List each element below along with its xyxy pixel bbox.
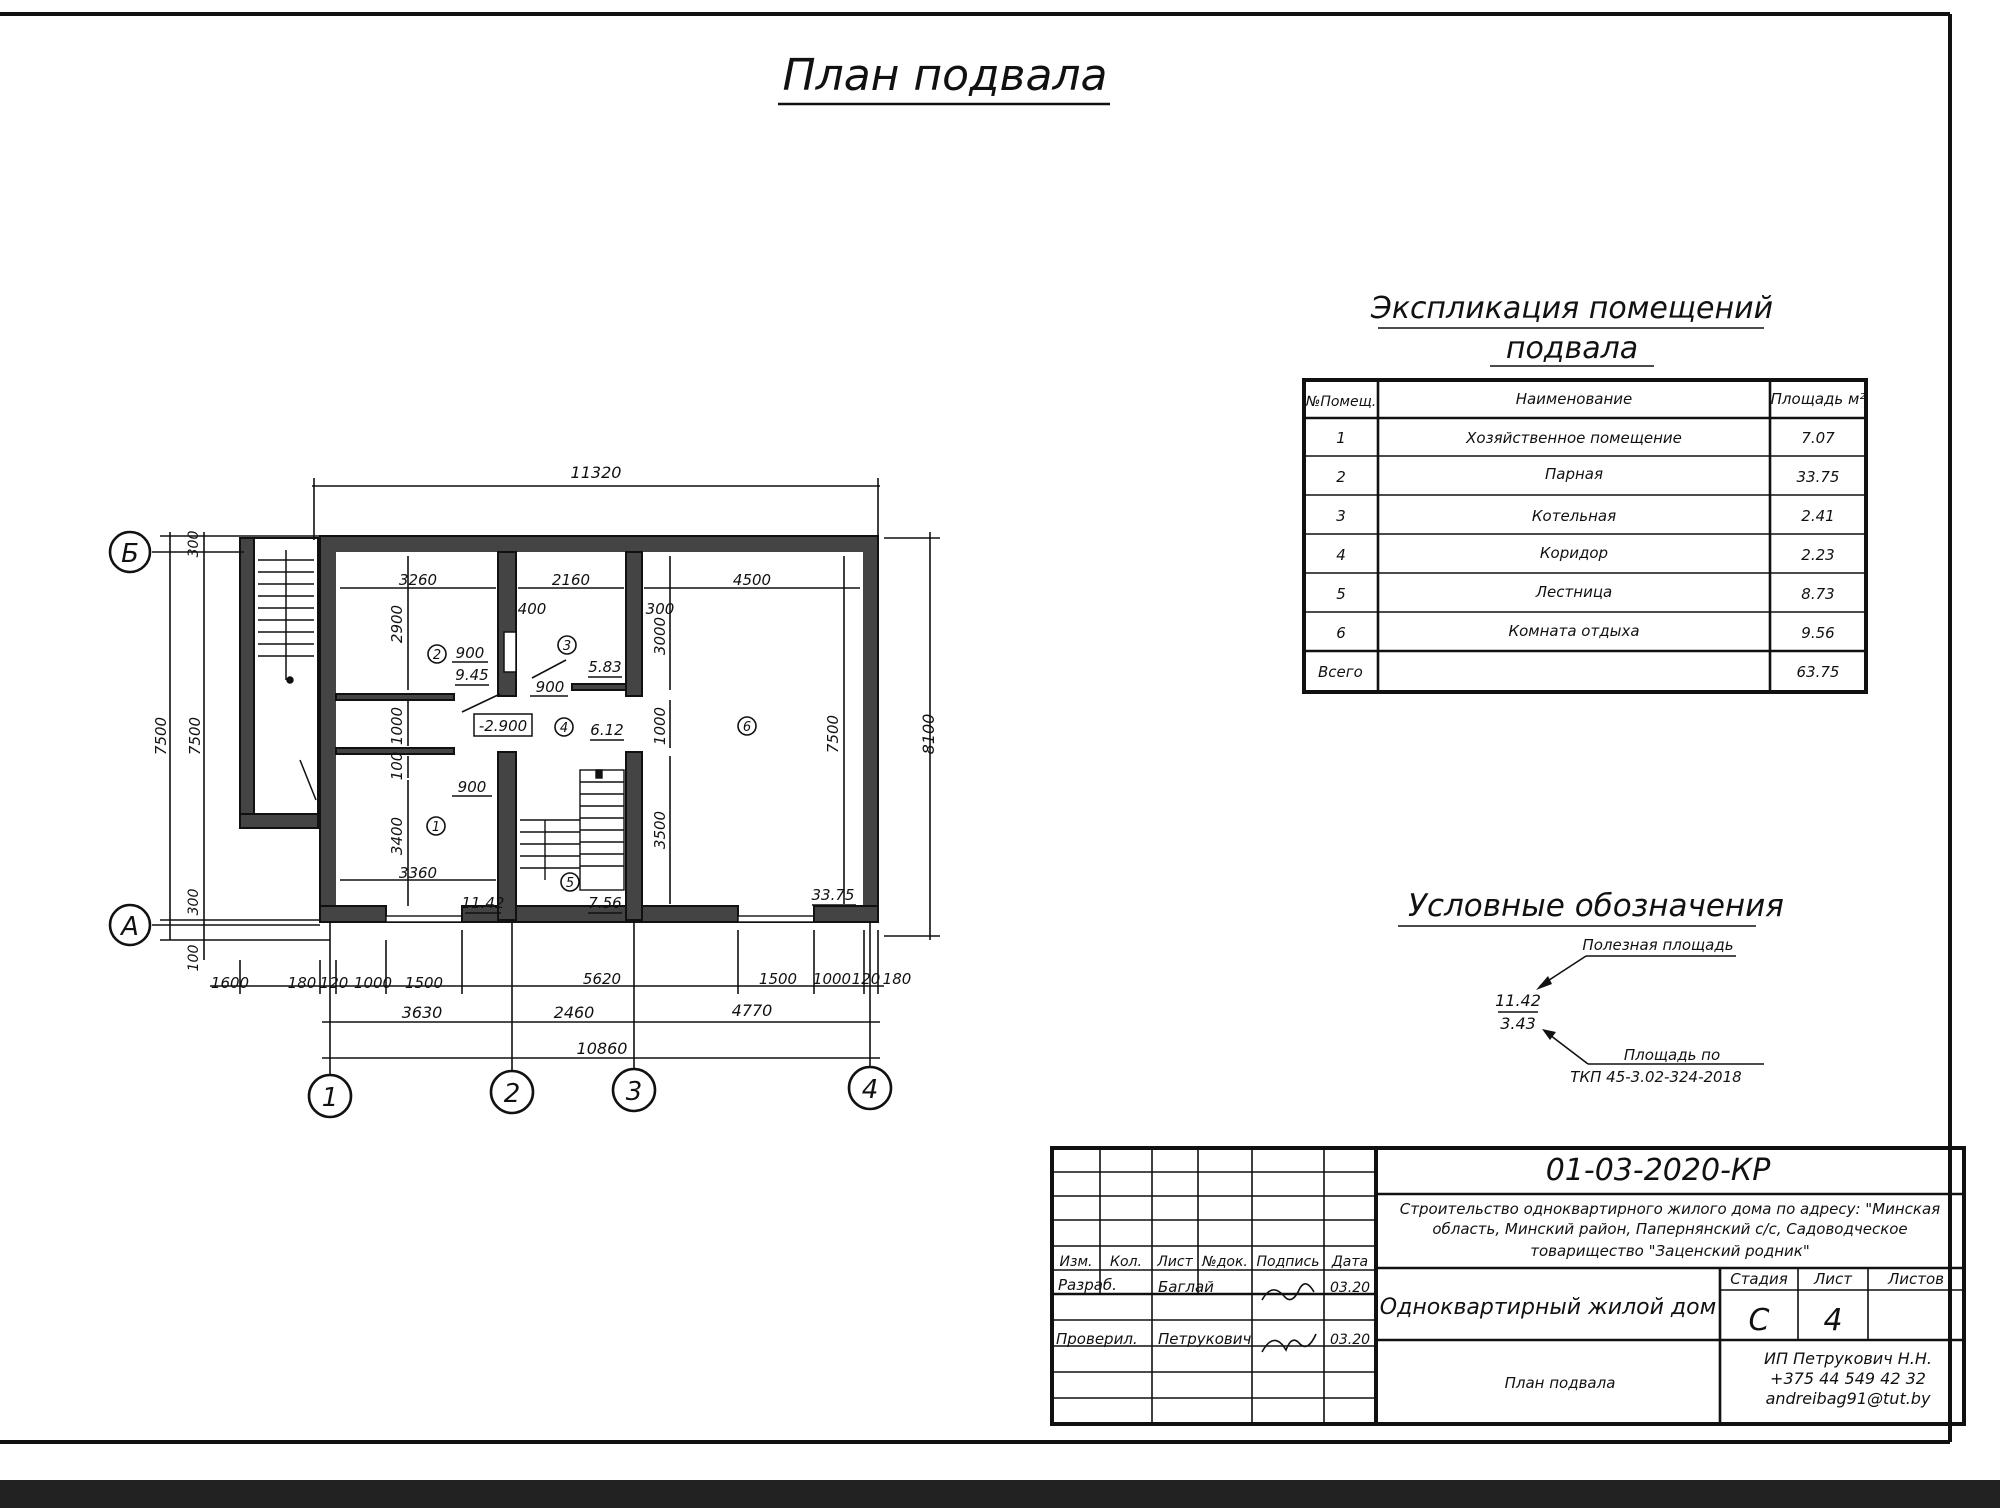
dim-left: 7500 — [152, 716, 170, 756]
table-row-name: Комната отдыха — [1508, 622, 1640, 640]
org-line-1: ИП Петрукович Н.Н. — [1764, 1349, 1932, 1368]
dim-opening: 1500 — [404, 974, 444, 992]
stamp-header: Кол. — [1110, 1254, 1142, 1270]
explication-title-2: подвала — [1505, 331, 1639, 366]
table-header-area: Площадь м² — [1770, 390, 1866, 408]
dim-left: 7500 — [186, 716, 204, 756]
room-number: 4 — [559, 721, 569, 736]
table-row-name: Хозяйственное помещение — [1466, 429, 1682, 447]
table-row-num: 2 — [1336, 468, 1346, 486]
dim-opening: 1500 — [758, 970, 798, 988]
wall-axis-3-lower — [626, 752, 642, 920]
table-row-num: 5 — [1336, 585, 1346, 603]
axis-label-a: А — [121, 912, 139, 942]
dim-right: 8100 — [919, 713, 938, 755]
title-block — [1052, 1148, 1964, 1424]
room-area: 7.56 — [588, 894, 622, 912]
project-line-1: Строительство одноквартирного жилого дома по адресу: "Минская — [1399, 1200, 1941, 1218]
dim-bottom-total: 10860 — [576, 1039, 628, 1058]
table-header-num: №Помещ. — [1305, 394, 1377, 410]
wall-axis-3-upper — [626, 552, 642, 696]
dim-opening: 5620 — [582, 970, 622, 988]
inner-dim: 400 — [517, 600, 547, 618]
checker-signature-icon — [1262, 1334, 1316, 1352]
room-number: 5 — [565, 876, 575, 891]
table-row-name: Котельная — [1531, 507, 1617, 525]
project-line-2: область, Минский район, Папернянский с/с, Садоводческое — [1432, 1220, 1908, 1238]
dim-opening: 1000 — [353, 974, 393, 992]
stage-value: С — [1748, 1303, 1770, 1338]
developer-signature-icon — [1262, 1284, 1314, 1300]
stage-label: Стадия — [1730, 1270, 1788, 1288]
axis-label-3: 3 — [625, 1077, 643, 1107]
room-area: 9.45 — [455, 666, 489, 684]
pit-wall — [240, 538, 254, 828]
room-area: 33.75 — [811, 886, 855, 904]
table-total-label: Всего — [1318, 663, 1363, 681]
dim-opening: 1600 — [210, 974, 250, 992]
dim-opening: 180 — [882, 970, 912, 988]
dim-opening: 120 — [851, 970, 881, 988]
legend-tkp-label-1: Площадь по — [1623, 1046, 1721, 1064]
org-line-2: +375 44 549 42 32 — [1770, 1369, 1926, 1388]
inner-dim: 2160 — [551, 571, 591, 589]
table-row-num: 6 — [1336, 624, 1346, 642]
room-number: 1 — [431, 820, 441, 835]
window — [386, 916, 462, 922]
table-total-value: 63.75 — [1796, 663, 1840, 681]
checker-date: 03.20 — [1329, 1332, 1371, 1348]
wall-axis-2-upper — [498, 552, 516, 696]
table-row-num: 3 — [1336, 507, 1346, 525]
table-row-name: Парная — [1544, 465, 1604, 483]
inner-dim: 1000 — [388, 706, 406, 746]
dim-left: 300 — [186, 888, 202, 916]
drawing-name: План подвала — [1504, 1374, 1616, 1392]
table-row-num: 4 — [1336, 546, 1346, 564]
stamp-header: Лист — [1157, 1254, 1193, 1270]
page-title: План подвала — [782, 50, 1108, 101]
developer-date: 03.20 — [1329, 1280, 1371, 1296]
dim-left: 300 — [186, 530, 202, 558]
table-row-name: Коридор — [1539, 544, 1609, 562]
table-row-area: 8.73 — [1801, 585, 1835, 603]
inner-dim: 7500 — [824, 714, 842, 754]
inner-dim: 2900 — [388, 604, 406, 644]
axis-label-2: 2 — [503, 1079, 521, 1109]
stamp-header: Дата — [1331, 1254, 1369, 1270]
axis-label-b: Б — [121, 539, 139, 569]
scan-edge — [0, 1480, 2000, 1508]
developer-role: Разраб. — [1058, 1276, 1117, 1294]
bottom-wall-segment — [320, 906, 386, 922]
table-header-name: Наименование — [1515, 390, 1633, 408]
inner-dim: 300 — [645, 600, 675, 618]
inner-dim: 3400 — [388, 816, 406, 856]
room-number: 6 — [742, 720, 752, 735]
inner-dim: 1000 — [651, 706, 669, 746]
legend — [1398, 888, 1784, 1086]
legend-arrow — [1536, 976, 1552, 990]
explication-table — [1304, 380, 1866, 692]
project-line-3: товарищество "Заценский родник" — [1530, 1242, 1810, 1260]
room-area: 6.12 — [590, 721, 624, 739]
explication — [1304, 291, 1866, 692]
table-row-area: 2.41 — [1801, 507, 1835, 525]
legend-useful-value: 11.42 — [1495, 991, 1541, 1010]
stamp-code: 01-03-2020-КР — [1545, 1153, 1771, 1188]
sheet-value: 4 — [1823, 1303, 1843, 1338]
legend-tkp-label-2: ТКП 45-3.02-324-2018 — [1570, 1068, 1742, 1086]
floor-plan — [110, 463, 940, 1117]
developer-name: Баглай — [1158, 1278, 1214, 1296]
inner-dim: 3260 — [398, 571, 438, 589]
inner-dim: 900 — [535, 678, 565, 696]
boiler-icon — [504, 632, 516, 672]
dim-axes: 2460 — [553, 1003, 595, 1022]
legend-title: Условные обозначения — [1408, 888, 1784, 924]
inner-dim: 3000 — [651, 616, 669, 656]
level-mark: -2.900 — [478, 717, 528, 735]
dim-opening: 180 — [287, 974, 317, 992]
dim-axes: 4770 — [731, 1001, 773, 1020]
table-row-area: 9.56 — [1801, 624, 1835, 642]
inner-dim: 3500 — [651, 810, 669, 850]
dim-opening: 1000 — [812, 970, 852, 988]
table-row-name: Лестница — [1535, 583, 1613, 601]
sheet-label: Лист — [1813, 1270, 1853, 1288]
inner-dim: 900 — [455, 644, 485, 662]
sheets-label: Листов — [1887, 1270, 1945, 1288]
checker-name: Петрукович — [1158, 1330, 1252, 1348]
bottom-wall-segment — [814, 906, 878, 922]
room-number: 3 — [562, 639, 572, 654]
window — [738, 916, 814, 922]
pit-wall — [240, 814, 318, 828]
partition — [572, 684, 626, 690]
table-row-area: 7.07 — [1801, 429, 1835, 447]
inner-dim: 3360 — [398, 864, 438, 882]
stamp-header: №док. — [1202, 1254, 1248, 1270]
inner-dim: 4500 — [732, 571, 772, 589]
org-line-3: andreibag91@tut.by — [1765, 1389, 1931, 1408]
building-name: Одноквартирный жилой дом — [1379, 1295, 1717, 1320]
room-area: 5.83 — [588, 658, 622, 676]
dim-top-total: 11320 — [570, 463, 622, 482]
stamp-header: Изм. — [1059, 1254, 1093, 1270]
inner-dim: 100 — [388, 751, 406, 781]
axis-label-4: 4 — [861, 1075, 879, 1105]
legend-tkp-value: 3.43 — [1500, 1014, 1536, 1033]
inner-dim: 900 — [457, 778, 487, 796]
table-row-area: 33.75 — [1796, 468, 1840, 486]
room-number: 2 — [432, 648, 442, 663]
checker-role: Проверил. — [1056, 1330, 1138, 1348]
partition — [336, 694, 454, 700]
explication-title-1: Экспликация помещений — [1370, 291, 1774, 326]
entry-stair — [258, 550, 316, 800]
legend-useful-label: Полезная площадь — [1582, 936, 1734, 954]
table-row-num: 1 — [1336, 429, 1346, 447]
dim-axes: 3630 — [401, 1003, 443, 1022]
room-area: 11.42 — [461, 894, 505, 912]
stamp-header: Подпись — [1256, 1254, 1320, 1270]
axis-label-1: 1 — [321, 1083, 339, 1113]
dim-opening: 120 — [319, 974, 349, 992]
table-row-area: 2.23 — [1801, 546, 1835, 564]
dim-left: 100 — [186, 944, 202, 972]
